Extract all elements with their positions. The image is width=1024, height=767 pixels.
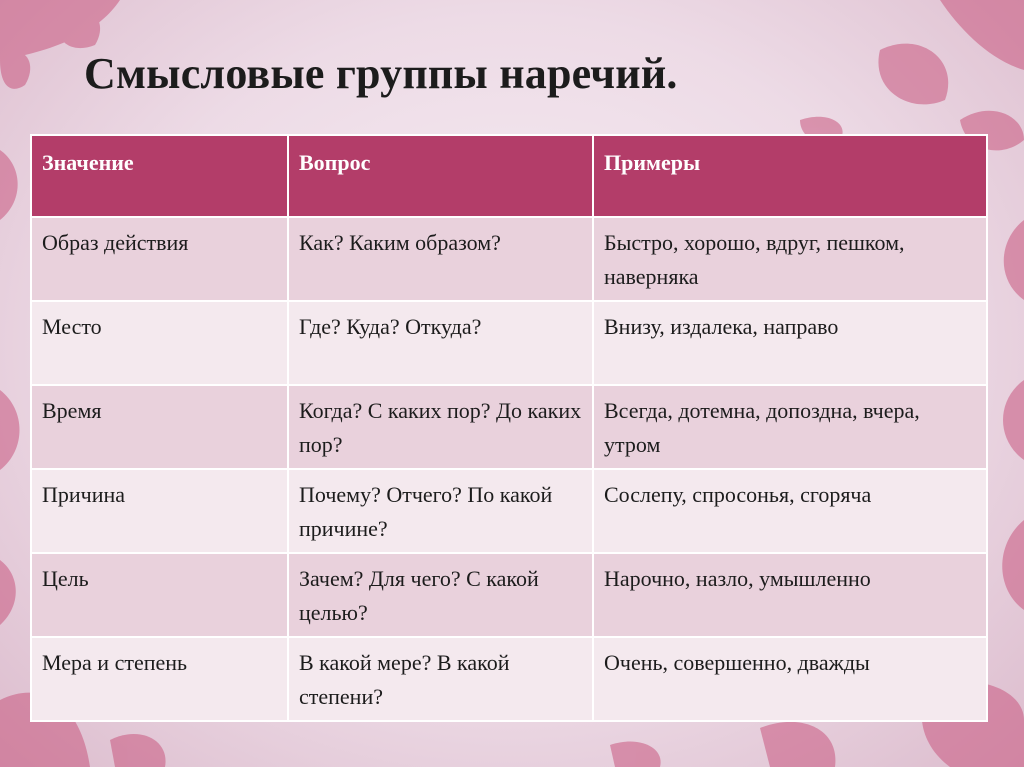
table-row (31, 469, 987, 553)
table-row (31, 385, 987, 469)
cell-question: В какой мере? В какой степени? (288, 637, 593, 721)
petal-icon (1003, 380, 1024, 460)
cell-question: Где? Куда? Откуда? (288, 301, 593, 385)
petal-icon (0, 390, 20, 470)
cell-meaning: Причина (31, 469, 288, 553)
cell-examples: Быстро, хорошо, вдруг, пешком, наверняка (593, 217, 987, 301)
cell-meaning: Цель (31, 553, 288, 637)
cell-question: Почему? Отчего? По какой причине? (288, 469, 593, 553)
cell-examples: Внизу, издалека, направо (593, 301, 987, 385)
petal-icon (610, 742, 661, 767)
cell-question: Зачем? Для чего? С какой целью? (288, 553, 593, 637)
cell-examples: Сослепу, спросонья, сгоряча (593, 469, 987, 553)
petal-icon (0, 560, 16, 625)
slide-title: Смысловые группы наречий. (84, 49, 678, 98)
table-row (31, 301, 987, 385)
petal-icon (1002, 520, 1024, 610)
cell-examples: Всегда, дотемна, допоздна, вчера, утром (593, 385, 987, 469)
cell-question: Как? Каким образом? (288, 217, 593, 301)
table-row (31, 553, 987, 637)
petal-icon (940, 0, 1024, 70)
cell-meaning: Время (31, 385, 288, 469)
table-row (31, 637, 987, 721)
petal-icon (0, 52, 30, 89)
table-header-row (31, 135, 987, 217)
petal-icon (110, 734, 166, 767)
header-examples: Примеры (593, 135, 987, 217)
header-question: Вопрос (288, 135, 593, 217)
cell-examples: Очень, совершенно, дважды (593, 637, 987, 721)
petal-icon (760, 722, 835, 767)
cell-meaning: Место (31, 301, 288, 385)
cell-question: Когда? С каких пор? До каких пор? (288, 385, 593, 469)
petal-icon (0, 150, 18, 220)
petal-icon (1004, 220, 1024, 300)
cell-meaning: Мера и степень (31, 637, 288, 721)
header-meaning: Значение (31, 135, 288, 217)
adverb-groups-table (30, 134, 988, 722)
table-row (31, 217, 987, 301)
cell-examples: Нарочно, назло, умышленно (593, 553, 987, 637)
cell-meaning: Образ действия (31, 217, 288, 301)
petal-icon (878, 44, 948, 105)
